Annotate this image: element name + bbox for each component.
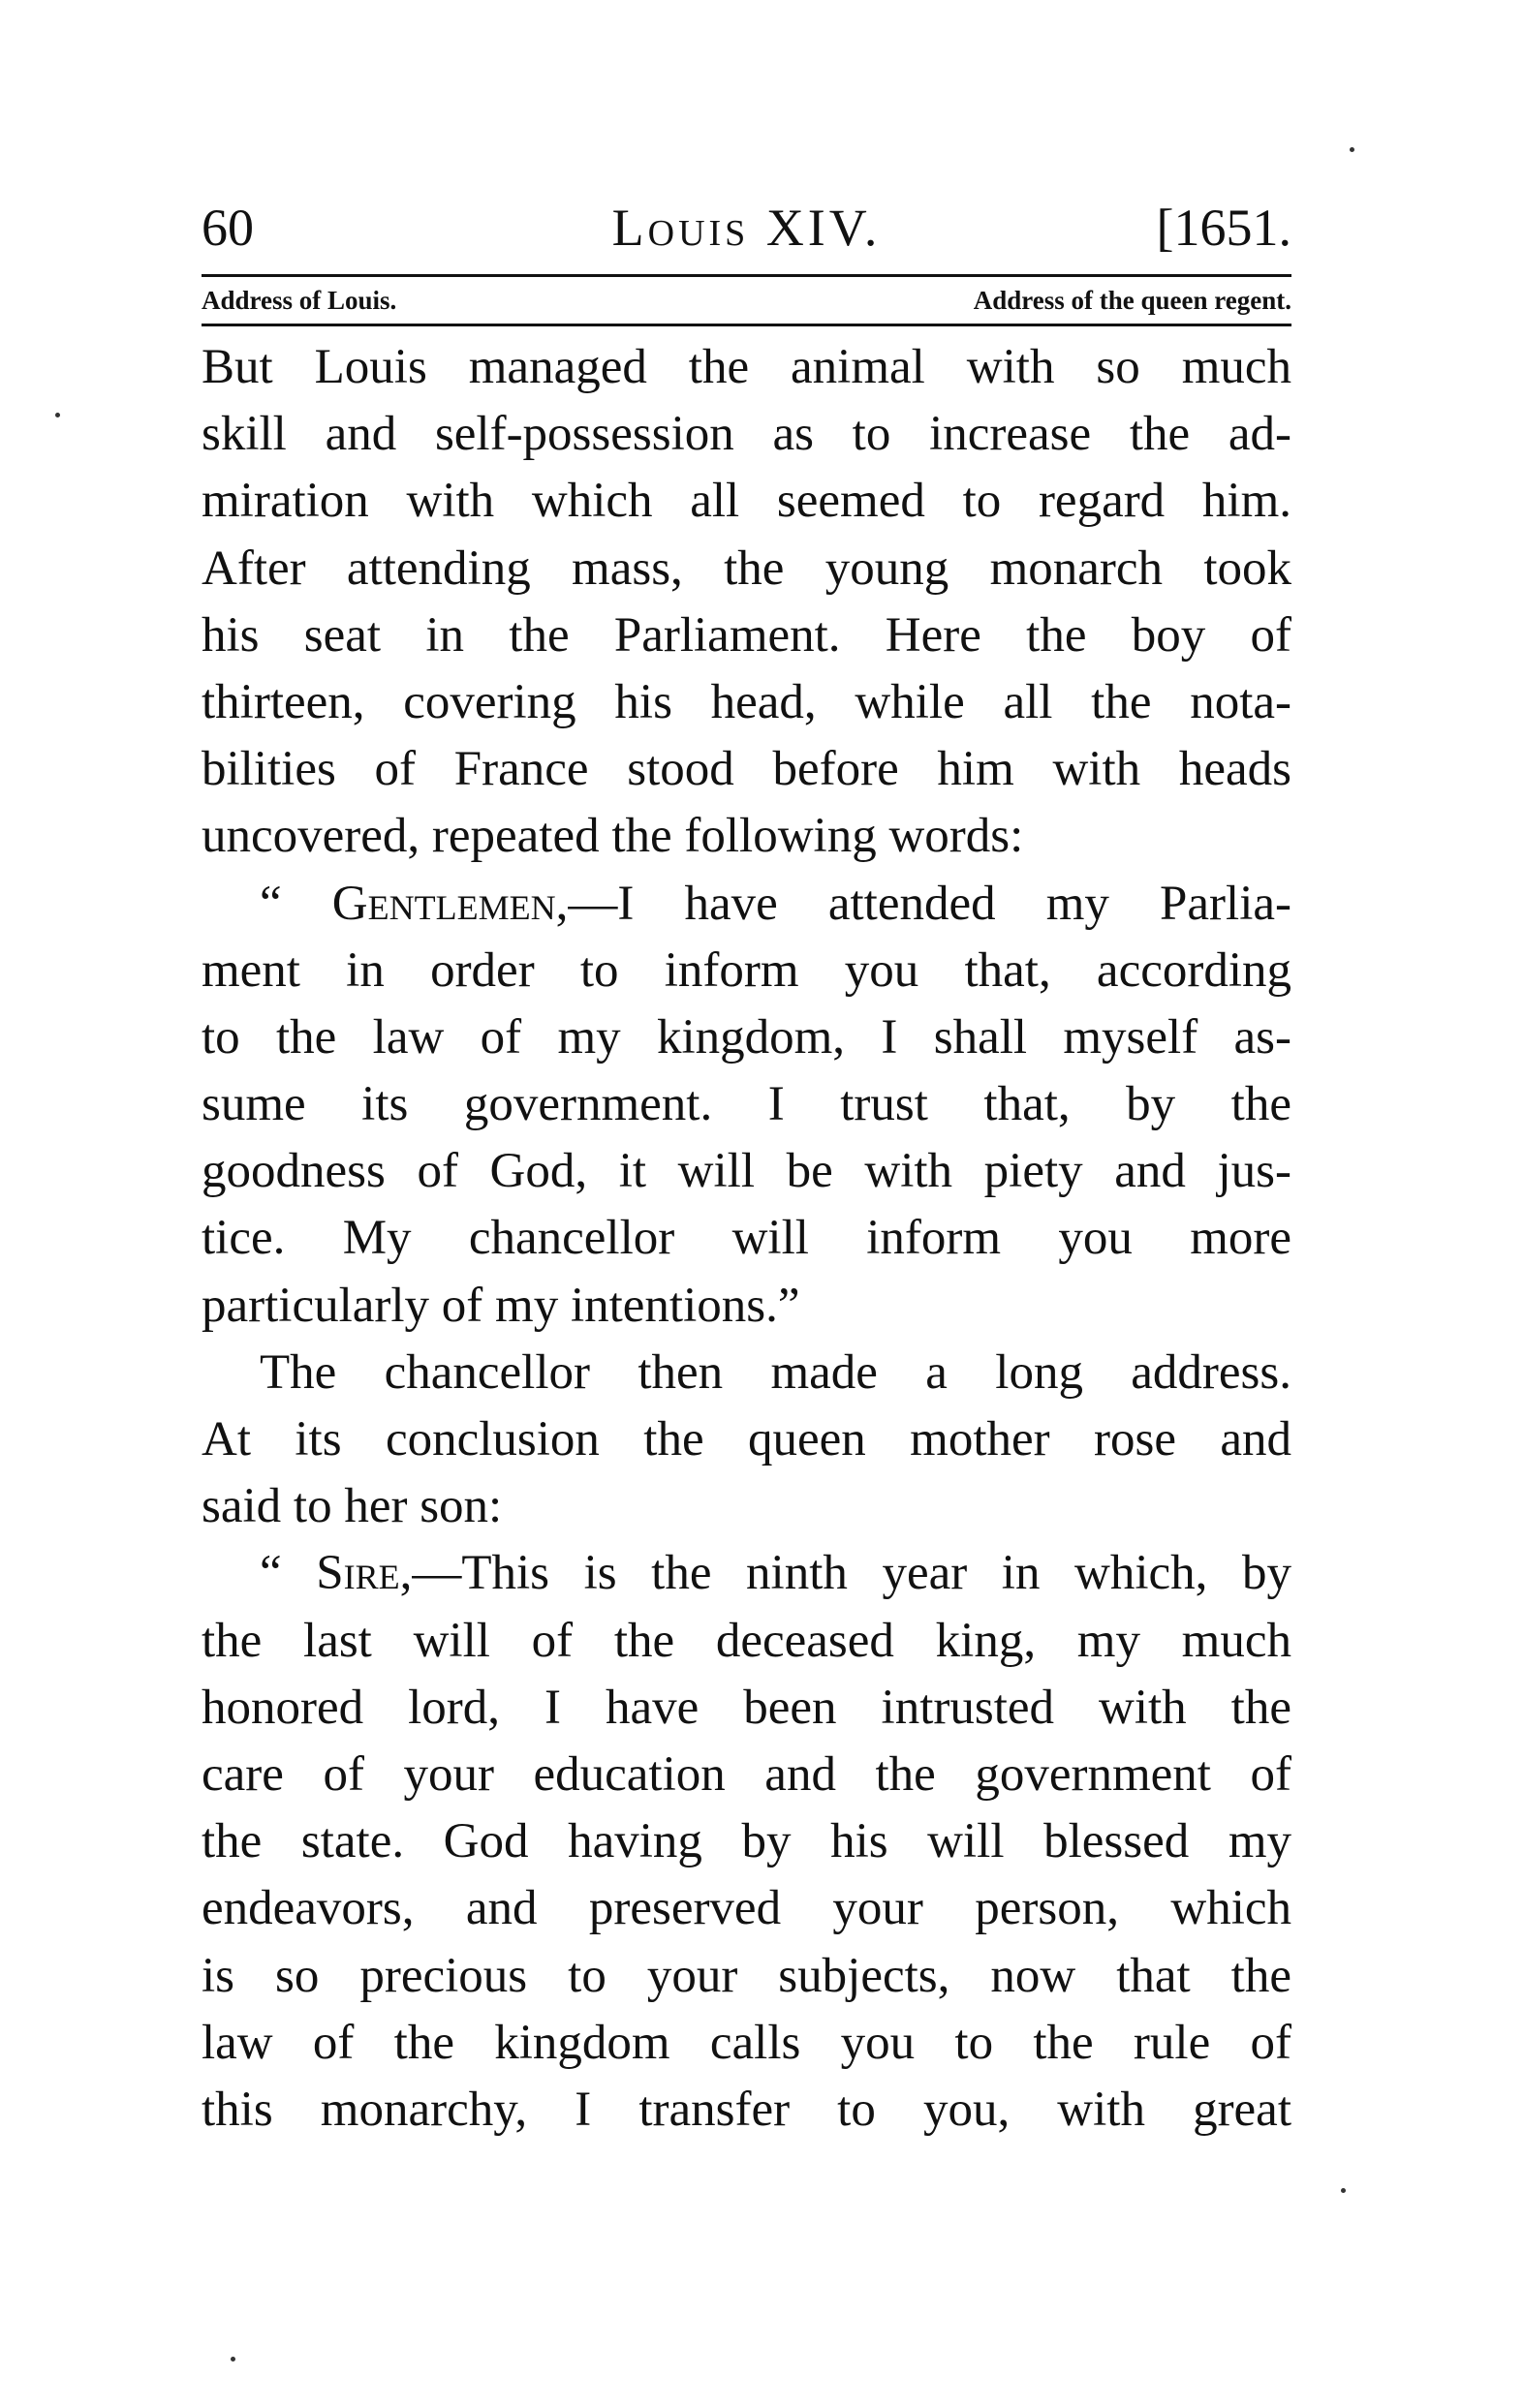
running-title: Louis XIV. — [611, 199, 882, 257]
text-line: care of your education and the government of — [202, 1746, 1291, 1802]
text-line: the last will of the deceased king, my much — [202, 1613, 1291, 1668]
text-line: “ Gentlemen,—I have attended my Parlia- — [260, 876, 1291, 931]
scan-speck — [55, 413, 60, 417]
text-line: sume its government. I trust that, by the — [202, 1077, 1291, 1132]
text-line: this monarchy, I transfer to you, with great — [202, 2082, 1291, 2137]
text-line: skill and self-possession as to increase the ad- — [202, 407, 1291, 462]
text-line: endeavors, and preserved your person, which — [202, 1881, 1291, 1936]
text-line: uncovered, repeated the following words: — [202, 809, 1024, 864]
scan-speck — [231, 2357, 235, 2362]
page-number: 60 — [202, 199, 254, 257]
salutation: Sire, — [316, 1546, 413, 1601]
book-page — [202, 189, 1291, 2144]
text-line: At its conclusion the queen mother rose and — [202, 1412, 1291, 1466]
running-head — [202, 189, 1291, 266]
sidenote-right: Address of the queen regent. — [973, 286, 1291, 315]
running-year: [1651. — [1156, 199, 1291, 257]
text-line: his seat in the Parliament. Here the boy of — [202, 607, 1291, 663]
text-line: After attending mass, the young monarch took — [202, 540, 1291, 596]
salutation: Gentlemen, — [331, 876, 569, 931]
body-text — [202, 334, 1291, 2144]
text-line: is so precious to your subjects, now that the — [202, 1948, 1291, 2003]
scan-speck — [1341, 2188, 1346, 2193]
text-line: The chancellor then made a long address. — [260, 1344, 1291, 1400]
text-line: to the law of my kingdom, I shall myself as- — [202, 1009, 1291, 1065]
text-line: honored lord, I have been intrusted with the — [202, 1680, 1291, 1735]
text-line: the state. God having by his will blessed my — [202, 1814, 1291, 1869]
marginal-headings — [202, 277, 1291, 324]
text-line: said to her son: — [202, 1479, 503, 1534]
text-line: thirteen, covering his head, while all the nota- — [202, 674, 1291, 729]
text-line: goodness of God, it will be with piety and jus- — [202, 1144, 1291, 1199]
text-line: “ Sire,—This is the ninth year in which, by — [260, 1546, 1291, 1601]
text-line: But Louis managed the animal with so much — [202, 340, 1291, 394]
text-line: miration with which all seemed to regard him. — [202, 474, 1291, 529]
text-line: tice. My chancellor will inform you more — [202, 1211, 1291, 1266]
text-line: ment in order to inform you that, according — [202, 942, 1291, 998]
text-line: particularly of my intentions.” — [202, 1278, 800, 1333]
sidenote-left: Address of Louis. — [202, 286, 397, 315]
sidenote-rule — [202, 324, 1291, 326]
scan-speck — [1350, 147, 1354, 152]
text-line: bilities of France stood before him with heads — [202, 742, 1291, 797]
text-line: law of the kingdom calls you to the rule of — [202, 2015, 1291, 2070]
